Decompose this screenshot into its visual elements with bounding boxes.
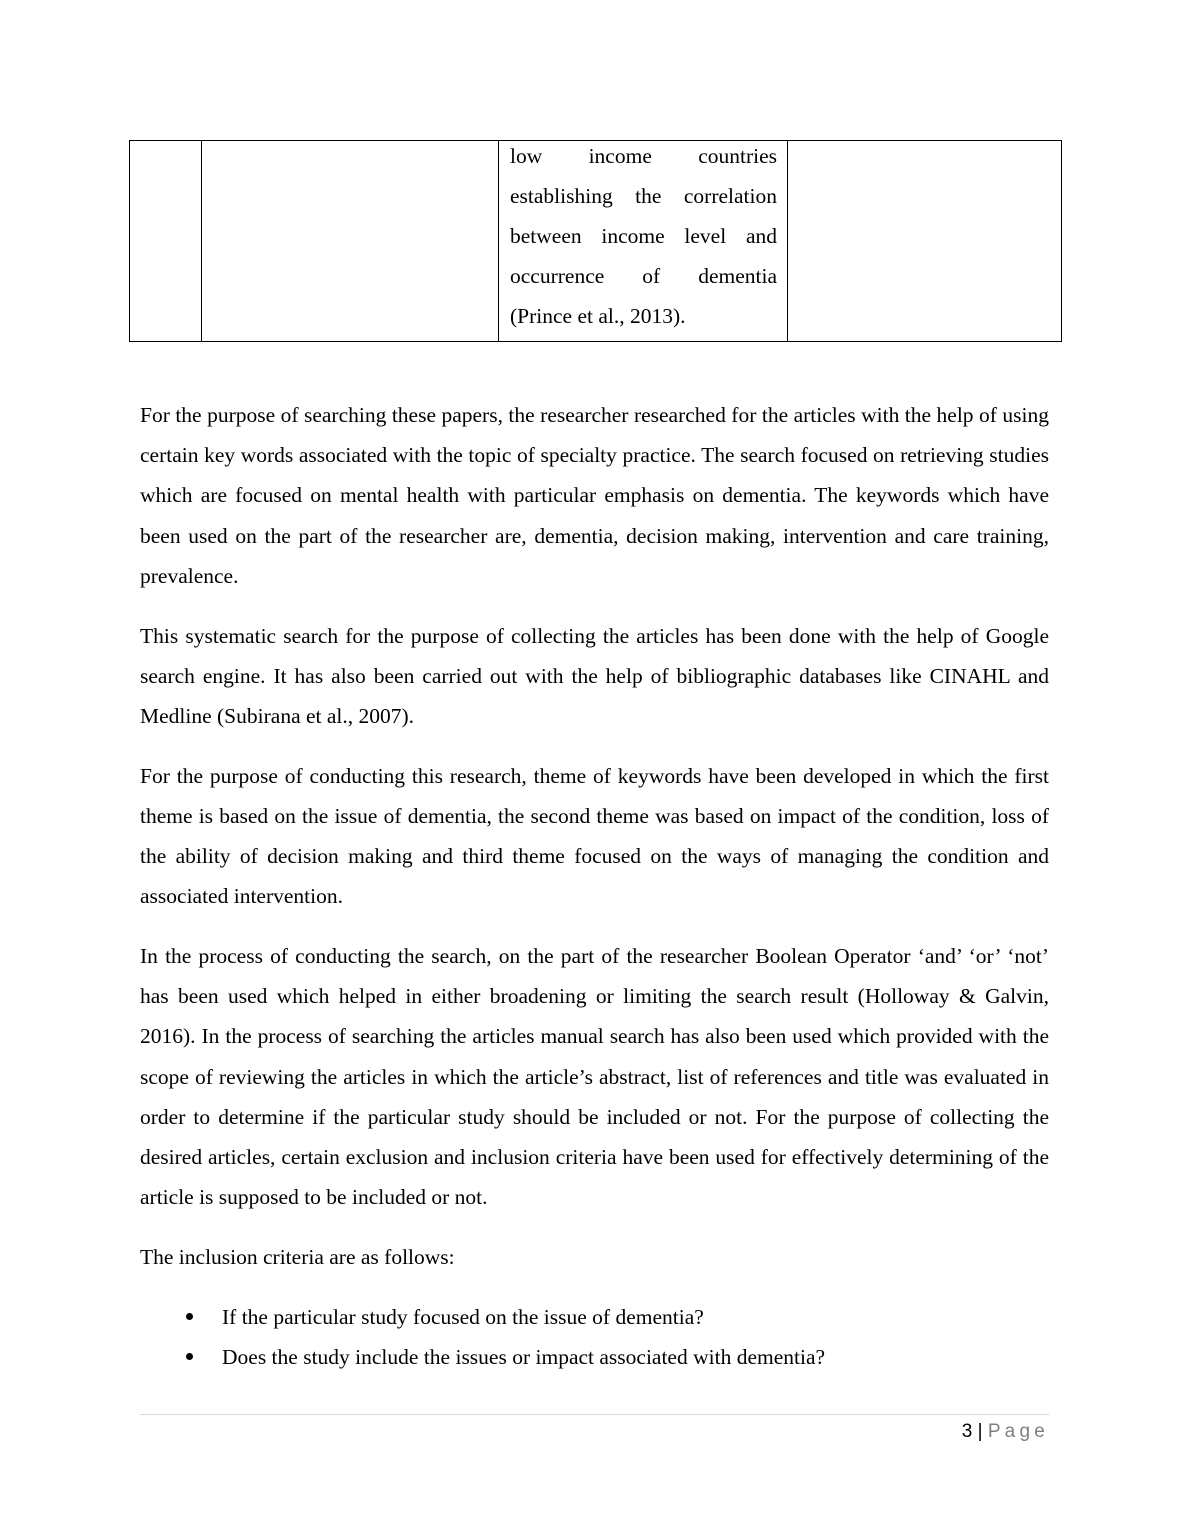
cell-line: (Prince et al., 2013). bbox=[510, 304, 686, 328]
table-cell-empty bbox=[130, 141, 202, 342]
bullet-icon bbox=[186, 1313, 193, 1320]
list-item bbox=[140, 1337, 1049, 1378]
cell-line: low income countries bbox=[510, 144, 777, 168]
table-cell-empty bbox=[202, 141, 499, 342]
bullet-icon bbox=[186, 1353, 193, 1360]
table-row bbox=[130, 141, 1062, 342]
paragraph-inclusion-intro: The inclusion criteria are as follows: bbox=[140, 1244, 455, 1269]
list-item-text: Does the study include the issues or impact associated with dementia? bbox=[222, 1345, 826, 1370]
paragraph-boolean-operators: In the process of conducting the search, on the part of the researcher Boolean Operator ‘and’ ‘or’ ‘not’ has been used which helped in either broadening or limiting the search result (Holloway & Galvin, 2016). In the process of searching the articles manual search has also been used which provided with the scope of reviewing the articles in which the article’s abstract, list of references and title was evaluated in order to determine if the particular study should be included or not. For the purpose of collecting the desired articles, certain exclusion and inclusion criteria have been used for effectively determining of the article is supposed to be included or not. bbox=[140, 943, 1049, 1210]
body-text bbox=[140, 395, 1049, 1378]
page-number: 3 bbox=[961, 1421, 973, 1442]
page-label: Page bbox=[987, 1421, 1049, 1442]
cell-line: establishing the correlation bbox=[510, 184, 777, 208]
footer-divider bbox=[140, 1414, 1049, 1415]
paragraph-themes: For the purpose of conducting this research, theme of keywords have been developed in which the first theme is based on the issue of dementia, the second theme was based on impact of the condition, loss of the ability of decision making and third theme focused on the ways of managing the condition and associated intervention. bbox=[140, 763, 1049, 909]
inclusion-criteria-list bbox=[140, 1297, 1049, 1378]
list-item bbox=[140, 1297, 1049, 1338]
table-cell-empty bbox=[788, 141, 1062, 342]
footer-separator: | bbox=[977, 1421, 983, 1442]
continuation-table bbox=[129, 140, 1062, 342]
paragraph-search-keywords: For the purpose of searching these papers, the researcher researched for the articles with the help of using certain key words associated with the topic of specialty practice. The search focused on retrieving studies which are focused on mental health with particular emphasis on dementia. The keywords which have been used on the part of the researcher are, dementia, decision making, intervention and care training, prevalence. bbox=[140, 403, 1049, 588]
list-item-text: If the particular study focused on the issue of dementia? bbox=[222, 1304, 704, 1329]
cell-line: occurrence of dementia bbox=[510, 264, 777, 288]
page-footer bbox=[962, 1420, 1049, 1444]
paragraph-search-engine: This systematic search for the purpose of collecting the articles has been done with the help of Google search engine. It has also been carried out with the help of bibliographic databases like CINAHL and Medline (Subirana et al., 2007). bbox=[140, 623, 1049, 728]
cell-line: between income level and bbox=[510, 224, 777, 248]
table-cell-findings bbox=[499, 141, 788, 342]
